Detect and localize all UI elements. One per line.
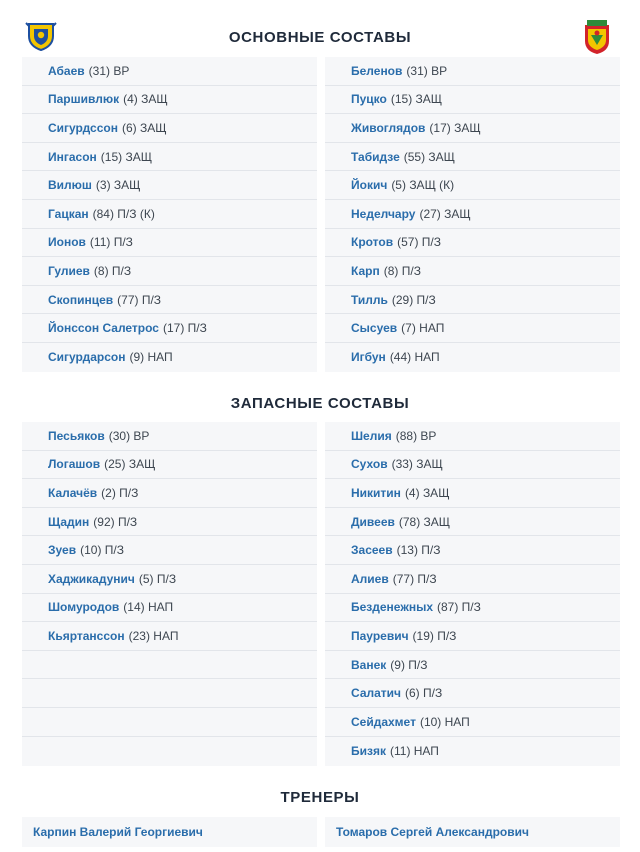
player-number-position: (8) П/З (383, 263, 421, 278)
player-name-link[interactable]: Никитин (351, 485, 401, 500)
player-number-position: (25) ЗАЩ (104, 457, 156, 472)
player-number-position: (8) П/З (93, 263, 132, 278)
player-row (325, 343, 620, 372)
player-name-link[interactable]: Шомуродов (48, 600, 120, 615)
player-row (22, 257, 317, 286)
player-row (22, 565, 317, 594)
player-name-link[interactable]: Тилль (351, 292, 388, 307)
player-name-link[interactable]: Вилюш (48, 178, 92, 193)
player-row (22, 508, 317, 537)
player-row (22, 114, 317, 143)
player-name-link[interactable]: Йокич (351, 178, 388, 193)
player-number-position: (17) П/З (162, 321, 207, 336)
player-name-link[interactable]: Бизяк (351, 743, 386, 758)
player-number-position: (31) ВР (88, 63, 130, 78)
player-row (22, 229, 317, 258)
player-number-position: (92) П/З (93, 514, 138, 529)
player-name-link[interactable]: Йонссон Салетрос (48, 321, 159, 336)
player-name-link[interactable]: Логашов (48, 457, 101, 472)
player-name-link[interactable]: Карп (351, 263, 380, 278)
player-row (22, 57, 317, 86)
player-row (325, 651, 620, 680)
player-row (22, 343, 317, 372)
player-row (22, 171, 317, 200)
player-name-link[interactable]: Кротов (351, 235, 394, 250)
player-number-position: (10) П/З (80, 543, 124, 558)
player-row (325, 737, 620, 766)
player-number-position: (9) П/З (390, 657, 428, 672)
player-row (22, 594, 317, 623)
player-number-position: (31) ВР (406, 63, 448, 78)
player-number-position: (14) НАП (123, 600, 174, 615)
away-subs-list (325, 422, 620, 766)
player-row (325, 536, 620, 565)
player-name-link[interactable]: Дивеев (351, 514, 395, 529)
player-name-link[interactable]: Игбун (351, 350, 386, 365)
player-number-position: (5) ЗАЩ (К) (391, 178, 455, 193)
player-row (325, 708, 620, 737)
player-name-link[interactable]: Живоглядов (351, 120, 426, 135)
player-number-position: (15) ЗАЩ (390, 92, 443, 107)
player-name-link[interactable]: Сигурдссон (48, 120, 118, 135)
away-coach-name[interactable]: Томаров Сергей Александрович (336, 825, 529, 839)
player-name-link[interactable]: Гацкан (48, 206, 89, 221)
player-name-link[interactable]: Сухов (351, 457, 388, 472)
player-name-link[interactable]: Песьяков (48, 428, 105, 443)
player-row (325, 565, 620, 594)
home-coach (22, 817, 317, 847)
player-number-position: (84) П/З (К) (92, 206, 155, 221)
player-number-position: (29) П/З (391, 292, 436, 307)
player-name-link[interactable]: Гулиев (48, 263, 90, 278)
player-row (325, 57, 620, 86)
player-number-position: (2) П/З (101, 485, 139, 500)
player-name-link[interactable]: Алиев (351, 571, 389, 586)
player-row (325, 229, 620, 258)
player-number-position: (55) ЗАЩ (403, 149, 455, 164)
empty-row (22, 708, 317, 737)
player-name-link[interactable]: Шелия (351, 428, 392, 443)
player-number-position: (30) ВР (108, 428, 150, 443)
player-row (325, 286, 620, 315)
player-number-position: (10) НАП (419, 714, 470, 729)
player-number-position: (87) П/З (437, 600, 481, 615)
player-row (325, 114, 620, 143)
player-name-link[interactable]: Паршивлюк (48, 92, 120, 107)
coaches-title: ТРЕНЕРЫ (280, 789, 360, 806)
player-number-position: (11) НАП (389, 743, 439, 758)
player-row (325, 314, 620, 343)
starting-lineups-title: ОСНОВНЫЕ СОСТАВЫ (228, 29, 412, 46)
player-name-link[interactable]: Салатич (351, 686, 402, 701)
player-number-position: (33) ЗАЩ (391, 457, 443, 472)
player-number-position: (4) ЗАЩ (123, 92, 168, 107)
player-row (325, 679, 620, 708)
player-row (22, 286, 317, 315)
player-row (325, 143, 620, 172)
player-name-link[interactable]: Ингасон (48, 149, 97, 164)
player-row (22, 422, 317, 451)
player-number-position: (23) НАП (128, 628, 179, 643)
player-number-position: (13) П/З (396, 543, 441, 558)
player-row (325, 594, 620, 623)
player-number-position: (27) ЗАЩ (419, 206, 471, 221)
player-row (22, 86, 317, 115)
player-number-position: (44) НАП (389, 350, 440, 365)
player-row (325, 257, 620, 286)
player-row (22, 479, 317, 508)
player-row (325, 451, 620, 480)
player-number-position: (3) ЗАЩ (95, 178, 141, 193)
player-number-position: (19) П/З (412, 628, 457, 643)
player-row (325, 508, 620, 537)
home-starting-list (22, 57, 317, 372)
player-name-link[interactable]: Щадин (48, 514, 90, 529)
player-number-position: (17) ЗАЩ (429, 120, 481, 135)
player-row (22, 314, 317, 343)
player-name-link[interactable]: Сысуев (351, 321, 398, 336)
player-name-link[interactable]: Сигурдарсон (48, 350, 126, 365)
player-row (325, 479, 620, 508)
player-row (22, 200, 317, 229)
player-number-position: (6) ЗАЩ (121, 120, 167, 135)
player-row (22, 536, 317, 565)
player-name-link[interactable]: Калачёв (48, 485, 98, 500)
player-number-position: (4) ЗАЩ (404, 485, 450, 500)
empty-row (22, 737, 317, 766)
player-name-link[interactable]: Пауревич (351, 628, 409, 643)
player-name-link[interactable]: Хаджикадунич (48, 571, 135, 586)
player-name-link[interactable]: Беленов (351, 63, 403, 78)
player-name-link[interactable]: Пуцко (351, 92, 387, 107)
player-row (325, 86, 620, 115)
home-subs-list (22, 422, 317, 766)
player-number-position: (77) П/З (117, 292, 162, 307)
player-number-position: (9) НАП (129, 350, 173, 365)
player-name-link[interactable]: Кьяртанссон (48, 628, 125, 643)
player-name-link[interactable]: Скопинцев (48, 292, 114, 307)
away-starting-list (325, 57, 620, 372)
player-number-position: (11) П/З (89, 235, 133, 250)
player-name-link[interactable]: Зуев (48, 543, 77, 558)
player-name-link[interactable]: Засеев (351, 543, 393, 558)
player-name-link[interactable]: Сейдахмет (351, 714, 416, 729)
player-row (325, 622, 620, 651)
player-name-link[interactable]: Безденежных (351, 600, 433, 615)
player-number-position: (57) П/З (397, 235, 442, 250)
player-name-link[interactable]: Неделчару (351, 206, 416, 221)
player-number-position: (15) ЗАЩ (100, 149, 152, 164)
player-row (22, 143, 317, 172)
player-number-position: (78) ЗАЩ (398, 514, 451, 529)
player-number-position: (7) НАП (401, 321, 445, 336)
player-row (22, 451, 317, 480)
player-row (325, 200, 620, 229)
player-name-link[interactable]: Абаев (48, 63, 85, 78)
player-row (22, 622, 317, 651)
player-name-link[interactable]: Табидзе (351, 149, 400, 164)
player-number-position: (5) П/З (138, 571, 177, 586)
player-row (325, 422, 620, 451)
player-name-link[interactable]: Ионов (48, 235, 86, 250)
player-name-link[interactable]: Ванек (351, 657, 387, 672)
empty-row (22, 679, 317, 708)
away-coach (325, 817, 620, 847)
player-number-position: (77) П/З (392, 571, 437, 586)
empty-row (22, 651, 317, 680)
home-coach-name[interactable]: Карпин Валерий Георгиевич (33, 825, 203, 839)
player-row (325, 171, 620, 200)
player-number-position: (88) ВР (395, 428, 437, 443)
substitutes-title: ЗАПАСНЫЕ СОСТАВЫ (230, 395, 410, 412)
player-number-position: (6) П/З (405, 686, 443, 701)
